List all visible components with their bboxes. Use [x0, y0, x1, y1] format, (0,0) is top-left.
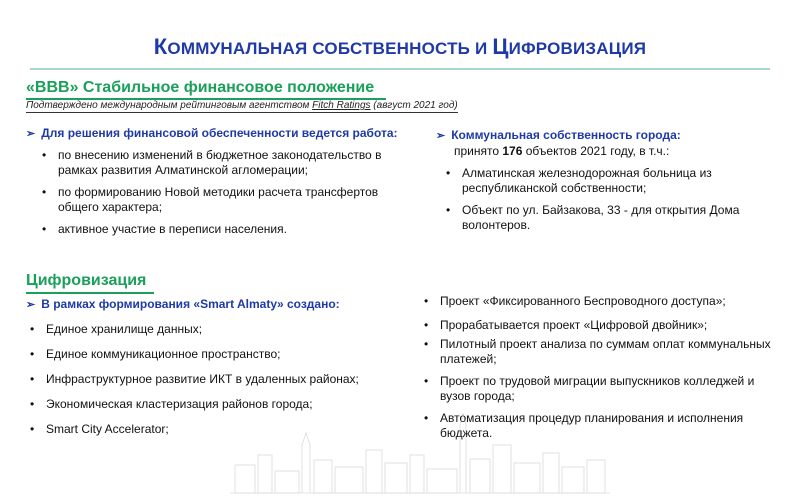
arrow-icon: ➢: [26, 128, 36, 140]
list-item: • Объект по ул. Байзакова, 33 - для открытия Дома волонтеров.: [442, 203, 772, 233]
list-item: • по внесению изменений в бюджетное законодательство в рамках развития Алматинской агломерации;: [38, 148, 408, 178]
title-cap-1: К: [153, 34, 168, 59]
list-item: • Автоматизация процедур планирования и исполнения бюджета.: [420, 411, 780, 441]
digital-created-heading-text: В рамках формирования «Smart Almaty» создано:: [41, 297, 340, 311]
city-skyline-illustration: [230, 405, 610, 495]
title-cap-2: Ц: [492, 34, 509, 59]
arrow-icon: ➢: [436, 130, 446, 142]
list-item: • Smart City Accelerator;: [26, 422, 406, 437]
list-item: • Алматинская железнодорожная больница из республиканской собственности;: [442, 166, 772, 196]
property-list: [442, 166, 772, 240]
title-divider: [30, 68, 770, 70]
arrow-icon: ➢: [26, 299, 36, 311]
list-item: • Экономическая кластеризация районов города;: [26, 397, 406, 412]
property-sub-suffix: объектов 2021 году, в т.ч.:: [522, 144, 670, 158]
finance-list: [38, 148, 408, 244]
list-item: • Пилотный проект анализа по суммам оплат коммунальных платежей;: [420, 337, 780, 367]
list-item: • Проект «Фиксированного Беспроводного доступа»;: [420, 294, 780, 309]
digital-heading: Цифровизация: [26, 272, 147, 289]
rating-note-prefix: Подтверждено международным рейтинговым агентством: [26, 100, 313, 111]
rating-note-suffix: (август 2021 год): [370, 100, 458, 111]
title-rest-2: ИФРОВИЗАЦИЯ: [508, 39, 647, 58]
property-heading: [436, 128, 756, 159]
property-sub-prefix: принято: [454, 144, 503, 158]
finance-work-heading: [26, 126, 398, 142]
property-subheading: [436, 144, 669, 158]
fitch-link[interactable]: Fitch Ratings: [312, 100, 371, 111]
property-count: 176: [502, 144, 523, 158]
list-item: • по формированию Новой методики расчета трансфертов общего характера;: [38, 185, 408, 215]
list-item: • активное участие в переписи населения.: [38, 222, 408, 237]
digital-created-heading: [26, 297, 340, 313]
finance-work-heading-text: Для решения финансовой обеспеченности ведется работа:: [41, 126, 398, 140]
finance-heading: «ВВВ» Стабильное финансовое положение: [26, 79, 375, 96]
list-item: • Единое коммуникационное пространство;: [26, 347, 406, 362]
digital-underline: [26, 292, 154, 294]
rating-note: [26, 100, 458, 113]
list-item: • Проект по трудовой миграции выпускников колледжей и вузов города;: [420, 374, 780, 404]
list-item: • Инфраструктурное развитие ИКТ в удаленных районах;: [26, 372, 406, 387]
list-item: • Прорабатывается проект «Цифровой двойник»;: [420, 318, 780, 333]
title-rest-1: ОММУНАЛЬНАЯ СОБСТВЕННОСТЬ И: [167, 39, 493, 58]
list-item: • Единое хранилище данных;: [26, 322, 406, 337]
property-heading-text: Коммунальная собственность города:: [451, 128, 681, 142]
page-title: [0, 34, 800, 60]
